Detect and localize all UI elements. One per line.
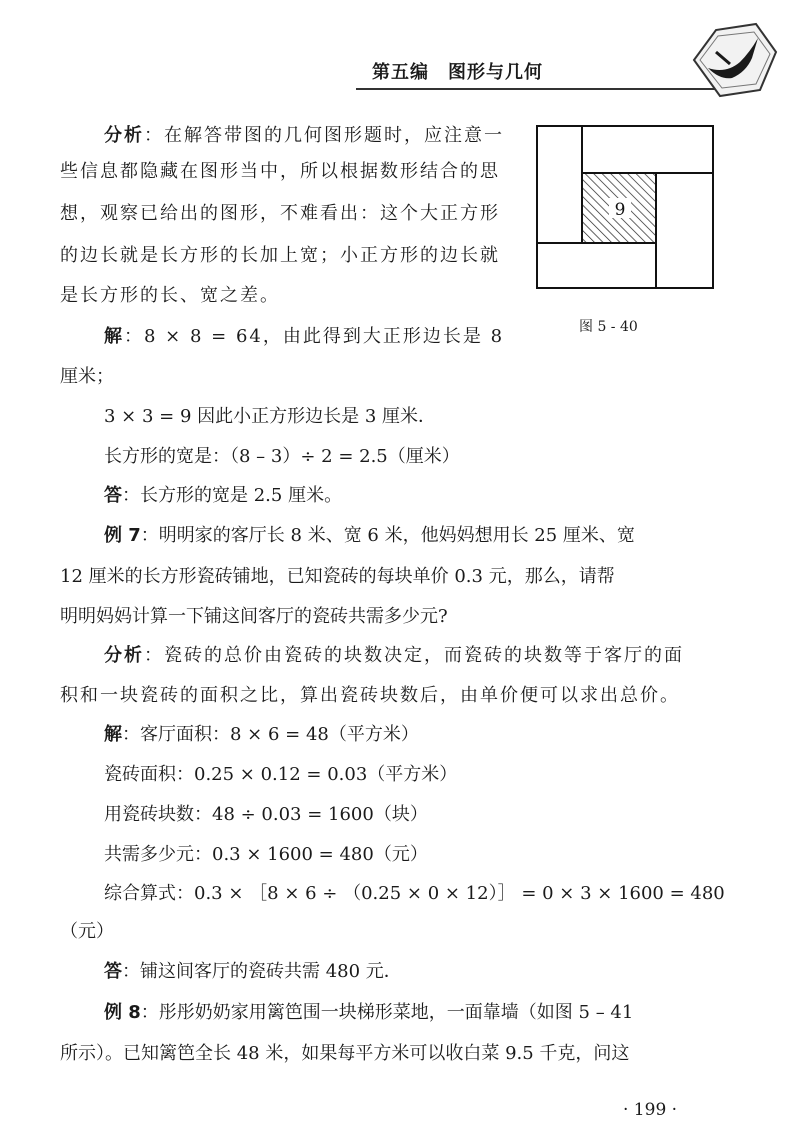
example-7-line-3: 明明妈妈计算一下铺这间客厅的瓷砖共需多少元? [60, 606, 448, 627]
label-example-8: 例 8 [104, 1002, 141, 1023]
label-answer-2: 答 [104, 961, 122, 982]
analysis-1-line-1: 分析：在解答带图的几何图形题时，应注意一 [104, 125, 504, 146]
solution-1-line-2: 厘米； [60, 366, 114, 387]
answer-1: 答：长方形的宽是 2.5 厘米。 [104, 485, 343, 506]
label-example-7: 例 7 [104, 525, 141, 546]
solution-1-line-3: 3 × 3 = 9 因此小正方形边长是 3 厘米． [104, 406, 437, 427]
solution-2-line-2: 瓷砖面积：0.25 × 0.12 = 0.03（平方米） [104, 764, 458, 785]
analysis-1-line-5: 是长方形的长、宽之差。 [60, 285, 280, 306]
analysis-1-line-4: 的边长就是长方形的长加上宽；小正方形的边长就 [60, 245, 500, 266]
example-8-line-2: 所示）。已知篱笆全长 48 米，如果每平方米可以收白菜 9.5 千克，问这 [60, 1043, 630, 1064]
chapter-header-title: 第五编 图形与几何 [372, 62, 543, 83]
label-solution: 解 [104, 326, 124, 347]
label-solution-2: 解 [104, 724, 122, 745]
example-7-line-1: 例 7：明明家的客厅长 8 米、宽 6 米，他妈妈想用长 25 厘米、宽 [104, 525, 635, 546]
analysis-2-line-2: 积和一块瓷砖的面积之比，算出瓷砖块数后，由单价便可以求出总价。 [60, 685, 680, 706]
solution-2-line-1: 解：客厅面积：8 × 6 = 48（平方米） [104, 724, 419, 745]
figure-caption: 图 5 - 40 [579, 319, 638, 335]
solution-2-line-5: 综合算式：0.3 × ［8 × 6 ÷ （0.25 × 0 × 12）］ = 0 × 3 × 1600 = 480 [104, 883, 725, 904]
solution-2-line-3: 用瓷砖块数：48 ÷ 0.03 = 1600（块） [104, 804, 428, 825]
solution-1-line-4: 长方形的宽是：（8 – 3）÷ 2 = 2.5（厘米） [104, 446, 460, 467]
label-answer: 答 [104, 485, 122, 506]
analysis-1-line-3: 想，观察已给出的图形，不难看出：这个大正方形 [60, 203, 500, 224]
analysis-2-line-1: 分析：瓷砖的总价由瓷砖的块数决定，而瓷砖的块数等于客厅的面 [104, 645, 684, 666]
label-analysis-2: 分析 [104, 645, 144, 666]
header-rule [356, 88, 716, 90]
analysis-1-line-2: 些信息都隐藏在图形当中，所以根据数形结合的思 [60, 161, 500, 182]
example-7-line-2: 12 厘米的长方形瓷砖铺地，已知瓷砖的每块单价 0.3 元，那么，请帮 [60, 566, 615, 587]
figure-5-40 [536, 125, 714, 289]
solution-1-line-1: 解：8 × 8 = 64，由此得到大正形边长是 8 [104, 326, 505, 347]
center-square-label: 9 [614, 200, 626, 220]
answer-2: 答：铺这间客厅的瓷砖共需 480 元． [104, 961, 402, 982]
label-analysis: 分析 [104, 125, 144, 146]
chapter-emblem-icon [686, 12, 782, 104]
solution-2-line-6: （元） [60, 921, 114, 942]
solution-2-line-4: 共需多少元：0.3 × 1600 = 480（元） [104, 844, 428, 865]
page-number: · 199 · [623, 1100, 678, 1120]
example-8-line-1: 例 8：彤彤奶奶家用篱笆围一块梯形菜地，一面靠墙（如图 5 – 41 [104, 1002, 634, 1023]
